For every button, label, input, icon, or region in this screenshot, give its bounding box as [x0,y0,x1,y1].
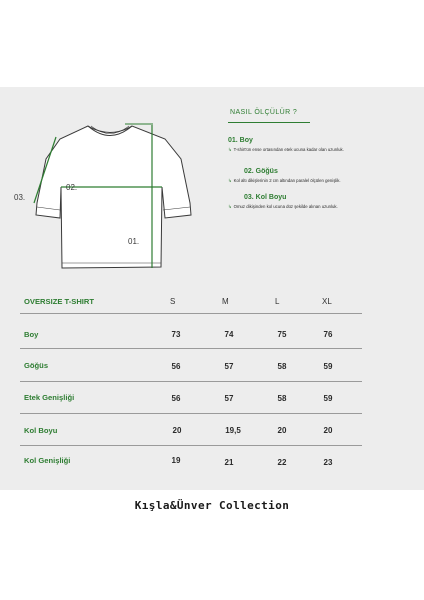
arrow-icon: ↳ [228,204,232,209]
info-item-desc: Omuz dikişinden kol ucuna düz şekilde alınan uzunluk. [233,204,338,209]
tshirt-outline [36,126,191,268]
table-header-s: S [170,297,176,306]
table-cell: 22 [277,458,287,467]
table-cell: 57 [224,394,234,403]
table-cell: 20 [277,426,287,435]
table-cell: 19,5 [225,426,241,435]
sleeve-measure-label: 03. [14,193,26,202]
table-cell: 74 [224,330,234,339]
table-header-m: M [222,297,229,306]
table-cell: 75 [277,330,287,339]
table-cell: 56 [171,362,181,371]
how-to-measure [228,109,418,209]
title-underline [228,122,310,123]
info-item-desc: Kol altı dikişlerinin 2 cm altından paralel ölçülen genişlik. [233,178,341,183]
table-cell: 21 [224,458,234,467]
table-cell: 73 [171,330,181,339]
table-divider [20,381,362,382]
size-chart-panel [0,87,424,490]
table-cell: 59 [323,362,333,371]
how-to-measure-title: NASIL ÖLÇÜLÜR ? [230,109,298,116]
arrow-icon: ↳ [228,178,232,183]
table-cell: 58 [277,362,287,371]
arrow-icon: ↳ [228,147,232,152]
row-label-chest: Göğüs [24,361,49,370]
info-item-title: 02. Göğüs [244,168,278,175]
info-item-sleeve [228,194,424,210]
table-cell: 76 [323,330,333,339]
info-item-title: 01. Boy [228,137,253,144]
row-label-sleeve-length: Kol Boyu [24,426,58,435]
table-cell: 23 [323,458,333,467]
info-item-desc: T-shirt'ün ense ortasından etek ucuna kadar olan uzunluk. [233,147,344,152]
chest-measure-label: 02. [66,183,78,192]
table-cell: 19 [171,456,181,465]
table-header-l: L [275,297,280,306]
info-item-title: 03. Kol Boyu [244,194,287,201]
tshirt-diagram [0,87,230,287]
table-header-product: OVERSIZE T-SHIRT [24,297,95,306]
brand-name: Kışla&Ünver Collection [134,499,290,512]
table-divider [20,348,362,349]
table-cell: 20 [172,426,182,435]
length-measure-label: 01. [128,237,140,246]
row-label-hem-width: Etek Genişliği [24,393,75,402]
table-divider [20,445,362,446]
table-cell: 20 [323,426,333,435]
table-cell: 56 [171,394,181,403]
table-divider [20,413,362,414]
table-cell: 57 [224,362,234,371]
row-label-sleeve-width: Kol Genişliği [24,456,71,465]
info-item-length [228,137,418,153]
table-cell: 59 [323,394,333,403]
table-header-xl: XL [322,297,332,306]
table-cell: 58 [277,394,287,403]
info-item-chest [228,168,424,184]
row-label-length: Boy [24,330,39,339]
table-divider [20,313,362,314]
